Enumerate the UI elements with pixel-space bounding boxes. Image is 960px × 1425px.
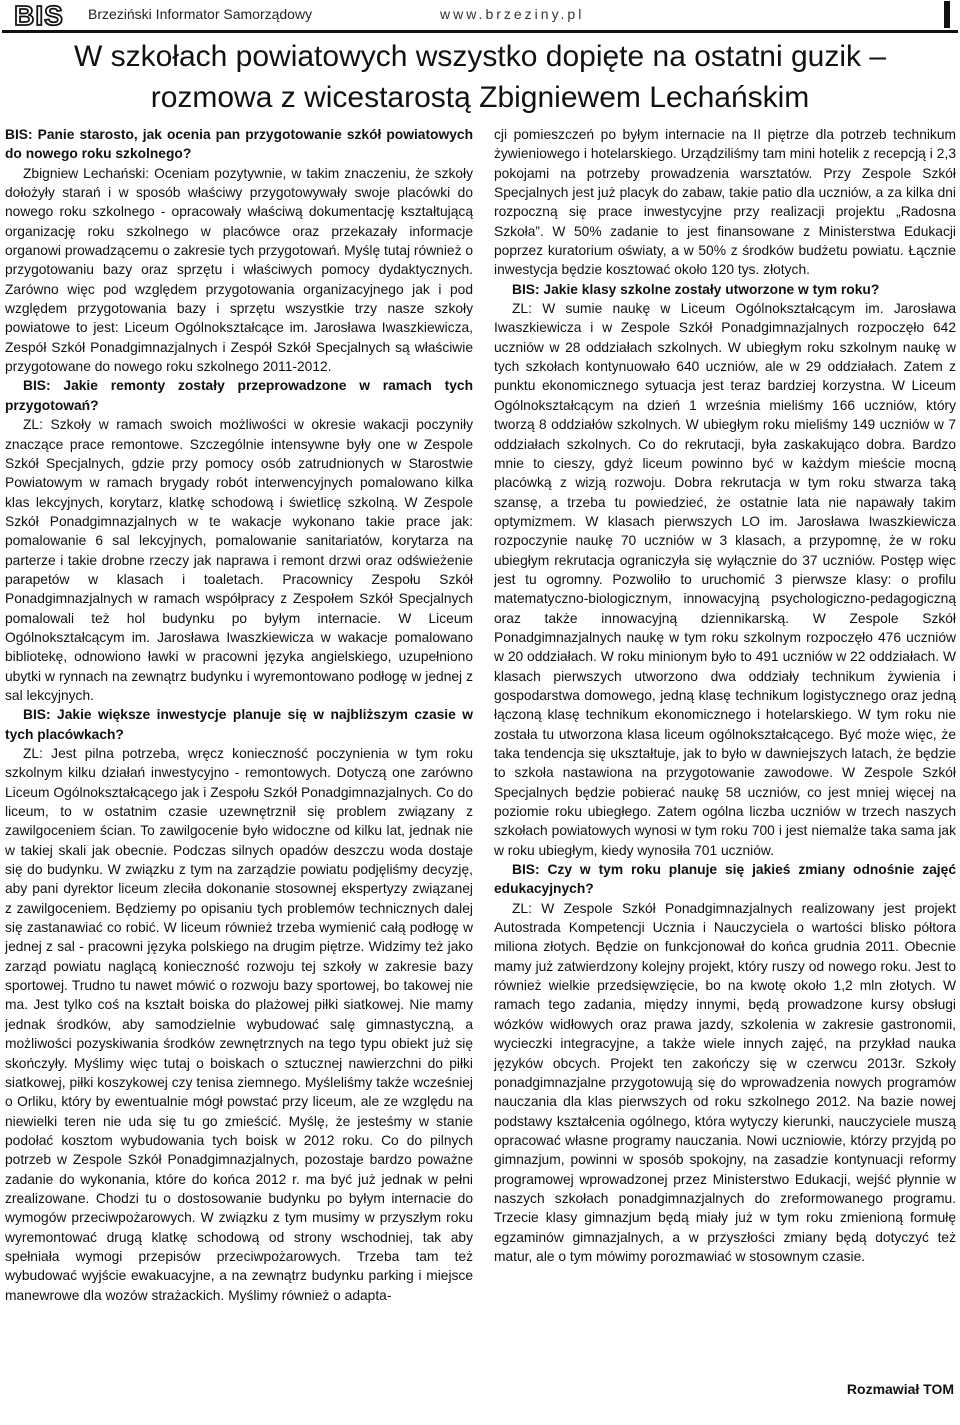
answer-1: Zbigniew Lechański: Oceniam pozytywnie, w takim znaczeniu, że szkoły dołożyły starań i w sposób właściwy przygotowywały swoje placówki do nowego roku szkolnego - opracowały właściwą dokumentację kształtującą organizację roku szkolnego w placówce oraz przekazały informacje organowi prowadzącemu o zakresie tych przygotowań. Myślę tutaj również o przygotowaniu bazy oraz sprzętu i właściwych pomocy dydaktycznych. Zarówno więc pod względem przygotowania organizacyjnego jak i pod względem przygotowania bazy i sprzętu wszystkie trzy nasze szkoły powiatowe to jest: Liceum Ogólnokształcące im. Jarosława Iwaszkiewicza, Zespół Szkół Ponadgimnazjalnych i Zespół Szkół Specjalnych są właściwie przygotowane do nowego roku szkolnego 2011-2012. xyxy=(5,165,473,375)
answer-4: ZL: W sumie naukę w Liceum Ogólnokształcącym im. Jarosława Iwaszkiewicza i w Zespole Szkół Ponadgimnazjalnych rozpoczęło 642 uczniów w 28 oddziałach szkolnych. W ubiegłym roku szkolnym naukę w tych szkołach kontynuowało 640 uczniów, ale w 29 oddziałach. Zatem z punktu ekonomicznego sytuacja jest teraz bardziej korzystna. W Liceum Ogólnokształcącym na dzień 1 września mieliśmy 166 uczniów, który tworzą 8 oddziałów szkolnych. W ubiegłym roku mieliśmy 149 uczniów w 7 oddziałach szkolnych. Co do rekrutacji, była zaskakująco dobra. Bardzo mnie to cieszy, gdyż liceum powinno być w każdym mieście mocną placówką z wizją rozwoju. Dobra rekrutacja w tym roku stwarza taką szansę, a trzeba tu powiedzieć, że ostatnie lata nie napawały takim optymizmem. W klasach pierwszych LO im. Jarosława Iwaszkiewicza rozpoczynie naukę 70 uczniów w 3 klasach, a przypomnę, że w roku ubiegłym rekrutacja ograniczyła się wyłącznie do 37 uczniów. Postęp więc jest tu ogromny. Pozwoliło to uruchomić 3 pierwsze klasy: o profilu matematyczno-biologicznym, innowacyjną psychologiczno-pedagogiczną oraz także innowacyjną dziennikarską. W Zespole Szkół Ponadgimnazjalnych naukę w tym roku szkolnym rozpoczęło 476 uczniów w 20 oddziałach. W roku minionym było to 491 uczniów w 22 oddziałach. W klasach pierwszych utworzono dwa oddziały technikum żywienia i gospodarstwa domowego, jedną klasę technikum logistycznego oraz jedną łączoną klasę technikum ekonomicznego i hotelarskiego. W tym roku nie została tu utworzona klasa liceum ogólnokształcącego. Być może więc, że taka tendencja się ukształtuje, jak to było w dawniejszych latach, że będzie to szkoła nastawiona na przygotowanie zawodowe. W Zespole Szkół Specjalnych będzie pobierać naukę 58 uczniów, co jest mniej więcej na poziomie roku ubiegłego. Zatem ogólna liczba uczniów w trzech naszych szkołach powiatowych wynosi w tym roku 700 i jest niemalże taka sama jak w roku ubiegłym, kiedy wynosiła 701 uczniów. xyxy=(494,301,956,858)
answer-5: ZL: W Zespole Szkół Ponadgimnazjalnych realizowany jest projekt Autostrada Kompetencji Ucznia i Nauczyciela o wartości blisko półtora miliona złotych. Będzie on funkcjonował do końca grudnia 2011. Obecnie mamy już zatwierdzony kolejny projekt, który ruszy od nowego roku. Jest to również wielkie przedsięwzięcie, bo na kwotę około 1,2 mln złotych. W ramach tego zadania, między innymi, będą prowadzone kursy obsługi wózków widłowych oraz prawa jazdy, szkolenia w zakresie gastronomii, wycieczki integracyjne, a także wiele innych zajęć, na przykład nauka języków obcych. Projekt ten zakończy się w czerwcu 2013r. Szkoły ponadgimnazjalne przygotowują się do wprowadzenia nowych programów nauczania dla klas pierwszych od roku szkolnego 2012. Na bazie nowej podstawy kształcenia ogólnego, która wytyczy kierunki, nauczyciele muszą opracować własne programy nauczania. Nowi uczniowie, którzy przyjdą po gimnazjum, powinni w sposób spokojny, na zasadzie kontynuacji reformy programowej wprowadzonej przez Ministerstwo Edukacji, wejść płynnie w naszych szkołach ponadgimnazjalnych do zreformowanego programu. Trzecie klasy gimnazjum będą miały już w tym roku zmienioną formułę egzaminów gimnazjalnych, a w przyszłości zmiany będą dotyczyć też matur, ale o tym mówimy porozmawiać w stosownym czasie. xyxy=(494,900,956,1264)
publication-name: Brzeziński Informator Samorządowy xyxy=(88,6,313,22)
header-rule xyxy=(2,30,958,33)
bis-logo xyxy=(2,0,76,30)
website-link[interactable]: www.brzeziny.pl xyxy=(440,6,585,22)
question-5: BIS: Czy w tym roku planuje się jakieś zmiany odnośnie zajęć edukacyjnych? xyxy=(494,862,956,897)
answer-3: ZL: Jest pilna potrzeba, wręcz konieczność poczynienia w tym roku szkolnym kilku działań inwestycyjno - remontowych. Dotyczą one zarówno Liceum Ogólnokształcącego jak i Zespołu Szkół Ponadgimnazjalnych. Co do liceum, to w ostatnim czasie uzewnętrznił się problem związany z zawilgoceniem ścian. To zawilgocenie było widoczne od kilku lat, jednak nie w takiej skali jak obecnie. Podczas silnych opadów deszczu woda dostaje się do budynku. W związku z tym na zarządzie powiatu podjęliśmy decyzję, aby pani dyrektor liceum zleciła dokonanie stosownej ekspertyzy związanej z zawilgoceniem. Będziemy po opisaniu tych problemów technicznych dalej się zastanawiać co robić. W liceum również trzeba wymienić całą podłogę w jednej z sal - pracowni języka polskiego na drugim piętrze. Widzimy też jako zarząd powiatu naglącą konieczność rozwoju tej szkoły w zakresie bazy sportowej. Trudno tu nawet mówić o rozwoju bazy sportowej, bo takowej nie ma. Jest tylko coś na kształt boiska do plażowej piłki siatkowej. Nie mamy jednak środków, aby samodzielnie wybudować salę gimnastyczną, a możliwości pozyskiwania środków zewnętrznych na tego typu obiekt już się skończyły. Myślimy więc tutaj o boiskach o sztucznej nawierzchni do piłki siatkowej, piłki koszykowej czy tenisa ziemnego. Myśleliśmy także wcześniej o Orliku, który by ewentualnie mógł powstać przy liceum, ale ze względu na niewielki teren nie uda się tu go zmieścić. Myślę, że jesteśmy w stanie podołać kosztom wybudowania tych boisk w 2012 roku. Co do pilnych potrzeb w Zespole Szkół Ponadgimnazjalnych, pozostaje bardzo poważne zadanie do wykonania, które do końca 2012 r. ma być już jednak w pełni zrealizowane. Chodzi tu o dostosowanie budynku po byłym internacie do wymogów przeciwpożarowych. W związku z tym musimy w przyszłym roku wyremontować drugą klatkę schodową od strony wschodniej, tak aby spełniała wymogi przepisów przeciwpożarowych. Trzeba tam też wybudować wyjście ewakuacyjne, a na zewnątrz budynku parking i miejsce manewrowe dla wozów strażackich. Myślimy również o adapta- xyxy=(5,746,473,1303)
headline-line-2: rozmowa z wicestarostą Zbigniewem Lechańskim xyxy=(150,81,810,114)
question-3: BIS: Jakie większe inwestycje planuje się w najbliższym czasie w tych placówkach? xyxy=(5,707,473,742)
left-column xyxy=(5,125,473,1415)
question-1: BIS: Panie starosto, jak ocenia pan przygotowanie szkół powiatowych do nowego roku szkolnego? xyxy=(5,127,473,162)
question-2: BIS: Jakie remonty zostały przeprowadzone w ramach tych przygotowań? xyxy=(5,378,473,413)
author-signature: Rozmawiał TOM xyxy=(846,1381,954,1397)
answer-3-continued: cji pomieszczeń po byłym internacie na II piętrze dla potrzeb technikum żywieniowego i hotelarskiego. Urządziliśmy tam mini hotelik z recepcją i 2,3 pokojami na potrzeby prowadzenia warsztatów. Przy Zespole Szkół Specjalnych jest już placyk do zabaw, takie patio dla uczniów, a za kilka dni rozpoczną się prace inwestycyjne przy realizacji projektu „Radosna Szkoła”. W 50% zadanie to jest finansowane z Ministerstwa Edukacji poprzez kuratorium oświaty, a w 50% z środków budżetu powiatu. Łącznie inwestycja będzie kosztować około 120 tys. złotych. xyxy=(494,127,956,278)
answer-2: ZL: Szkoły w ramach swoich możliwości w okresie wakacji poczyniły znaczące prace remontowe. Szczególnie intensywne były one w Zespole Szkół Specjalnych, gdzie przy pomocy osób zatrudnionych w Starostwie Powiatowym w ramach brygady robót interwencyjnych pomalowano kilka klas lekcyjnych, korytarz, klatkę schodową i świetlicę szkolną. W Zespole Szkół Ponadgimnazjalnych w te wakacje wykonano takie prace jak: pomalowanie 6 sal lekcyjnych, pomalowanie sanitariatów, korytarza na parterze i takie drobne rzeczy jak naprawa i remont drzwi oraz odświeżenie parapetów w klasach i toaletach. Pracownicy Zespołu Szkół Ponadgimnazjalnych w ramach współpracy z Zespołem Szkół Specjalnych pomalowali też hol budynku po byłym internacie. W Liceum Ogólnokształcącym im. Jarosława Iwaszkiewicza w wakacje pomalowano bibliotekę, odnowiono ławki w pracowni języka angielskiego, uzupełniono ubytki w rynnach na zewnątrz budynku i wyremontowano podłogę w jednej z sal lekcyjnych. xyxy=(5,417,473,703)
right-column xyxy=(494,125,956,1415)
svg-text:BIS: BIS xyxy=(14,0,64,30)
page-header xyxy=(0,0,960,30)
article-headline xyxy=(0,36,960,118)
headline-line-1: W szkołach powiatowych wszystko dopięte na ostatni guzik – xyxy=(73,40,887,73)
issue-marker xyxy=(944,1,950,28)
question-4: BIS: Jakie klasy szkolne zostały utworzone w tym roku? xyxy=(512,281,880,297)
